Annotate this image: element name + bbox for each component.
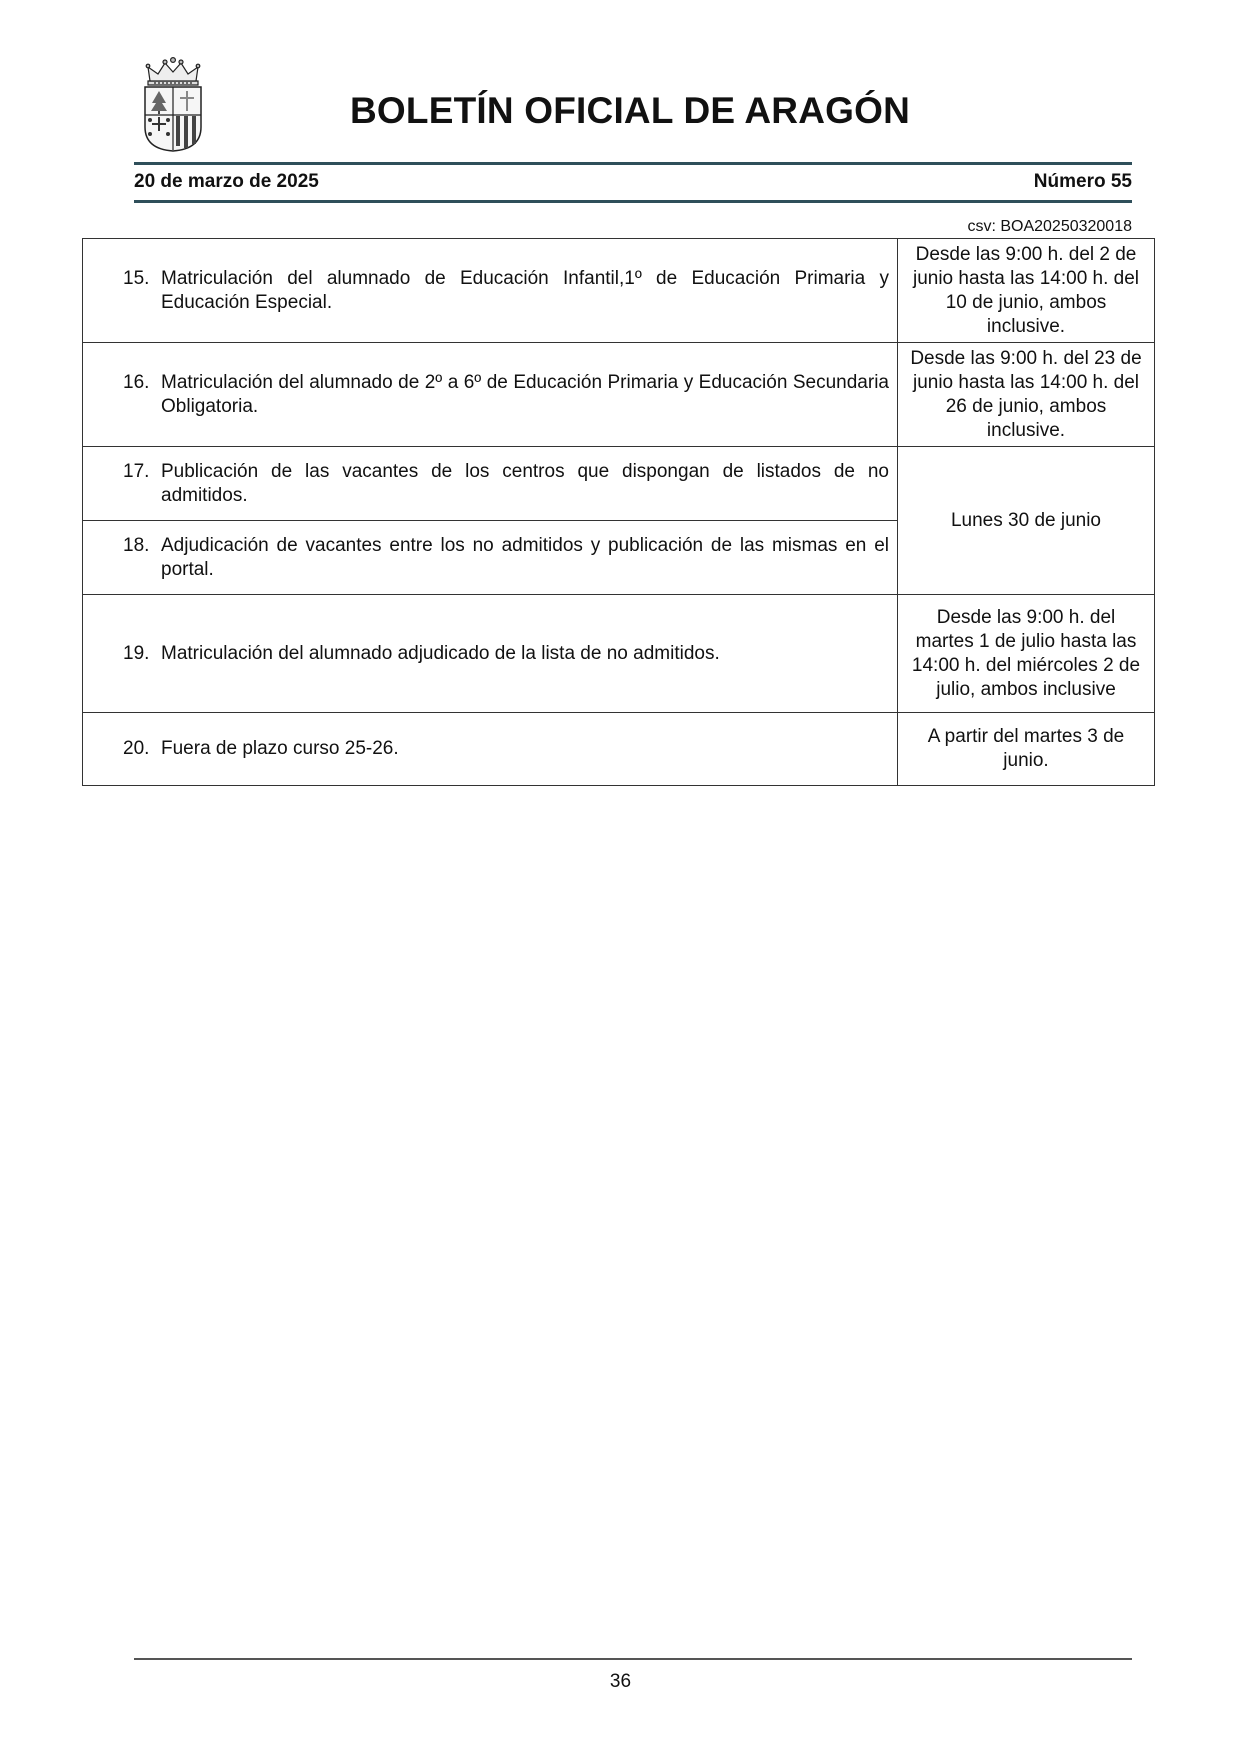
item-text: Publicación de las vacantes de los centros que dispongan de listados de no admitidos.	[161, 460, 889, 506]
item-number: 20.	[123, 738, 150, 759]
item-number: 17.	[123, 460, 150, 482]
table-row	[83, 343, 1155, 447]
bulletin-title: BOLETÍN OFICIAL DE ARAGÓN	[350, 90, 910, 131]
table-row	[83, 713, 1155, 786]
item-text: Matriculación del alumnado adjudicado de la lista de no admitidos.	[161, 642, 720, 664]
item-text: Matriculación del alumnado de Educación Infantil,1º de Educación Primaria y Educación Especial.	[161, 267, 889, 313]
coat-of-arms-icon	[140, 57, 206, 153]
item-number: 16.	[123, 371, 150, 393]
date-cell: Desde las 9:00 h. del martes 1 de julio hasta las 14:00 h. del miércoles 2 de julio, ambos inclusive	[898, 595, 1155, 713]
item-text: Matriculación del alumnado de 2º a 6º de Educación Primaria y Educación Secundaria Obligatoria.	[161, 371, 889, 417]
date-cell: Desde las 9:00 h. del 23 de junio hasta las 14:00 h. del 26 de junio, ambos inclusive.	[898, 343, 1155, 447]
issue-date: 20 de marzo de 2025	[134, 171, 319, 192]
schedule-table	[82, 238, 1155, 786]
item-cell	[83, 447, 898, 521]
footer-rule	[134, 1658, 1132, 1660]
table-row	[83, 595, 1155, 713]
item-text: Adjudicación de vacantes entre los no admitidos y publicación de las mismas en el portal.	[161, 534, 889, 580]
item-cell	[83, 521, 898, 595]
date-cell: A partir del martes 3 de junio.	[898, 713, 1155, 786]
page-number: 36	[609, 1671, 632, 1692]
item-cell	[83, 595, 898, 713]
issue-number: Número 55	[1033, 171, 1132, 192]
header-top-rule	[134, 162, 1132, 165]
date-cell: Lunes 30 de junio	[898, 447, 1155, 595]
item-number: 19.	[123, 642, 150, 664]
item-number: 18.	[123, 534, 150, 556]
item-cell	[83, 239, 898, 343]
header-bottom-rule	[134, 200, 1132, 203]
date-cell: Desde las 9:00 h. del 2 de junio hasta las 14:00 h. del 10 de junio, ambos inclusive.	[898, 239, 1155, 343]
item-number: 15.	[123, 267, 150, 289]
item-text: Fuera de plazo curso 25-26.	[161, 738, 399, 759]
item-cell	[83, 713, 898, 786]
table-row	[83, 239, 1155, 343]
table-row	[83, 447, 1155, 521]
item-cell	[83, 343, 898, 447]
csv-code: csv: BOA20250320018	[967, 218, 1132, 235]
